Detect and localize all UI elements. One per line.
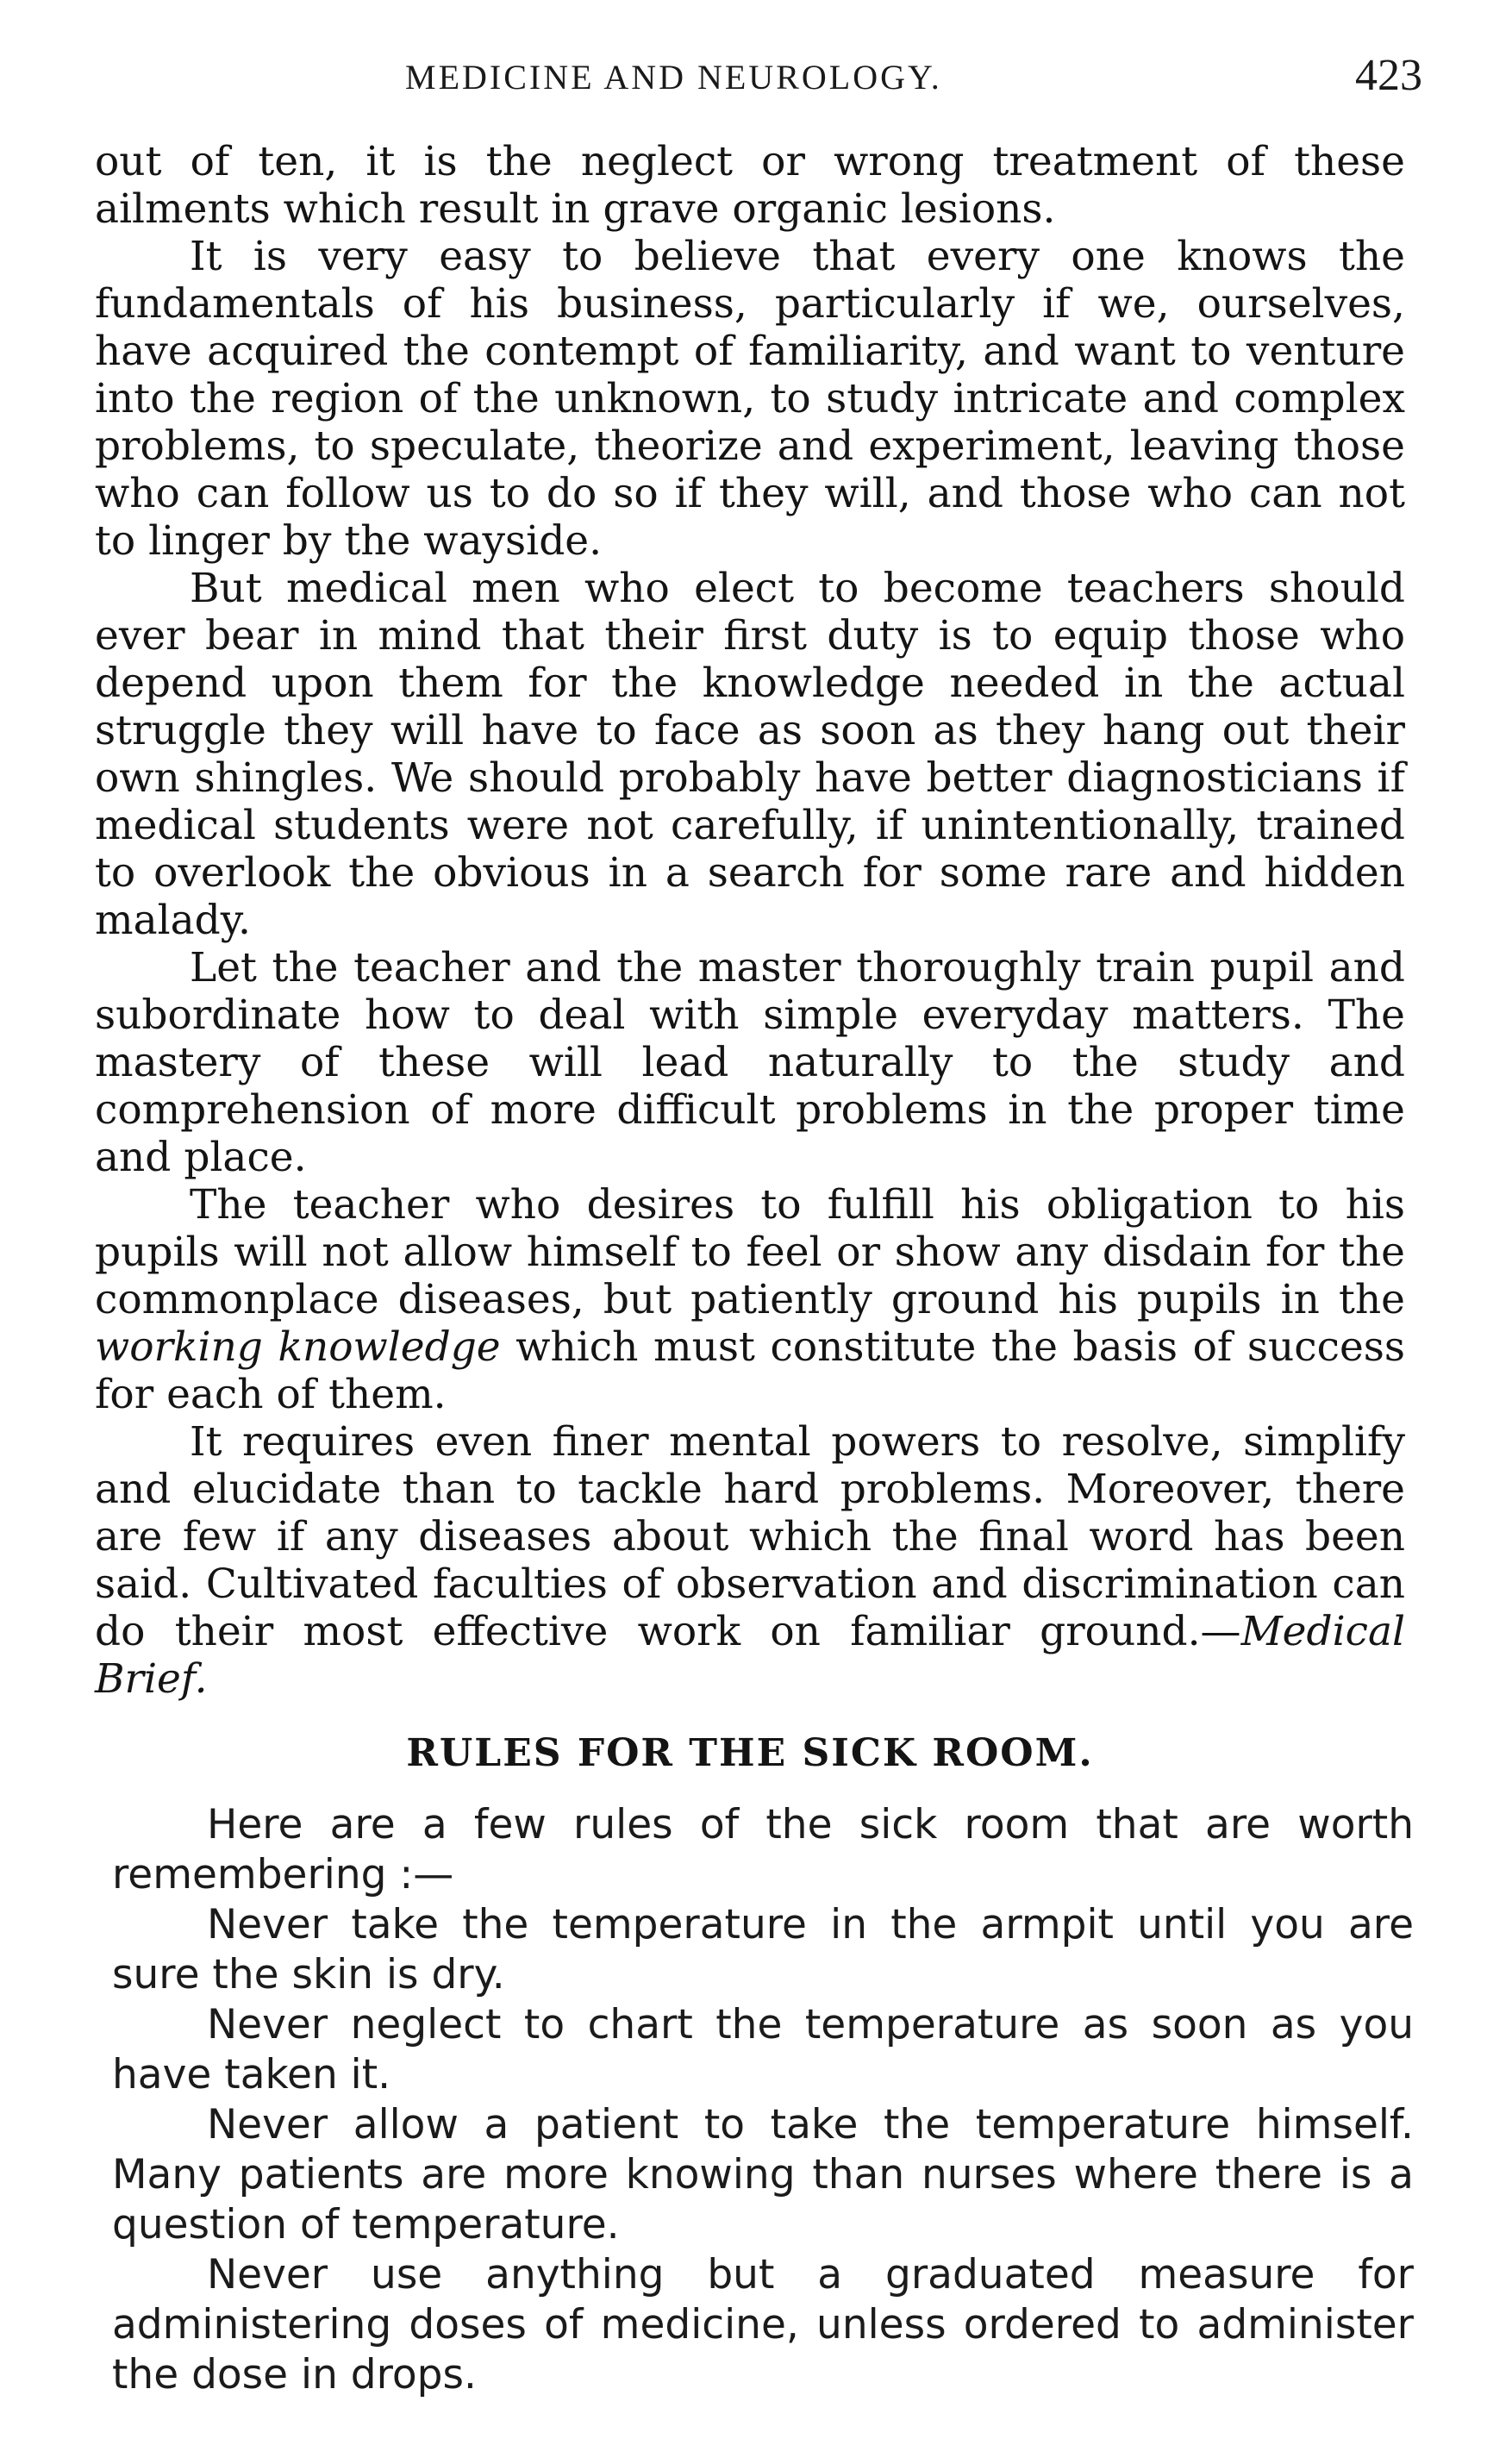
emphasis-working-knowledge: working knowledge	[95, 1323, 501, 1371]
rules-list	[112, 1800, 1414, 2400]
rules-intro: Here are a few rules of the sick room that are worth remembering :—	[112, 1801, 1414, 1898]
rule-item: Never allow a patient to take the temperature himself. Many patients are more knowing than nurses where there is a question of temperature.	[112, 2101, 1414, 2248]
article-body	[95, 138, 1405, 1703]
paragraph-6	[95, 1418, 1405, 1703]
running-head	[95, 51, 1422, 109]
paragraph-2: It is very easy to believe that every one knows the fundamentals of his business, particularly if we, ourselves, have acquired the contempt of familiarity, and want to venture into the region of the unknown, to study intricate and complex problems, to speculate, theorize and experiment, leaving those who can follow us to do so if they will, and those who can not to linger by the wayside.	[95, 233, 1405, 565]
running-title: MEDICINE AND NEUROLOGY.	[405, 58, 942, 97]
paragraph-4: Let the teacher and the master thoroughly train pupil and subordinate how to deal with simple everyday matters. The mastery of these will lead naturally to the study and comprehension of more difficult problems in the proper time and place.	[95, 944, 1405, 1181]
paragraph-3: But medical men who elect to become teachers should ever bear in mind that their first duty is to equip those who depend upon them for the knowledge needed in the actual struggle they will have to face as soon as they hang out their own shingles. We should probably have better diagnosticians if medical students were not carefully, if unintentionally, trained to overlook the obvious in a search for some rare and hidden malady.	[95, 565, 1405, 944]
source-citation: Medical Brief.	[95, 1608, 1405, 1703]
rule-item: Never use anything but a graduated measure for administering doses of medicine, unless ordered to administer the dose in drops.	[112, 2251, 1414, 2398]
rule-item: Never neglect to chart the temperature as soon as you have taken it.	[112, 2001, 1414, 2098]
section-heading: RULES FOR THE SICK ROOM.	[406, 1731, 1094, 1775]
paragraph-5-text-after: which must constitute the basis of success for each of them.	[95, 1323, 1405, 1418]
paragraph-5	[95, 1181, 1405, 1418]
paragraph-5-text-before: The teacher who desires to fulfill his obligation to his pupils will not allow himself to feel or show any disdain for the commonplace diseases, but patiently ground his pupils in the	[95, 1181, 1405, 1323]
paragraph-1: out of ten, it is the neglect or wrong treatment of these ailments which result in grave organic lesions.	[95, 138, 1405, 233]
paragraph-6-text: It requires even finer mental powers to resolve, simplify and elucidate than to tackle hard problems. Moreover, there are few if any diseases about which the final word has been said. Cultivated faculties of observation and discrimination can do their most effective work on familiar ground.—	[95, 1418, 1405, 1655]
page-number: 423	[1355, 51, 1422, 100]
rule-item: Never take the temperature in the armpit until you are sure the skin is dry.	[112, 1901, 1414, 1998]
